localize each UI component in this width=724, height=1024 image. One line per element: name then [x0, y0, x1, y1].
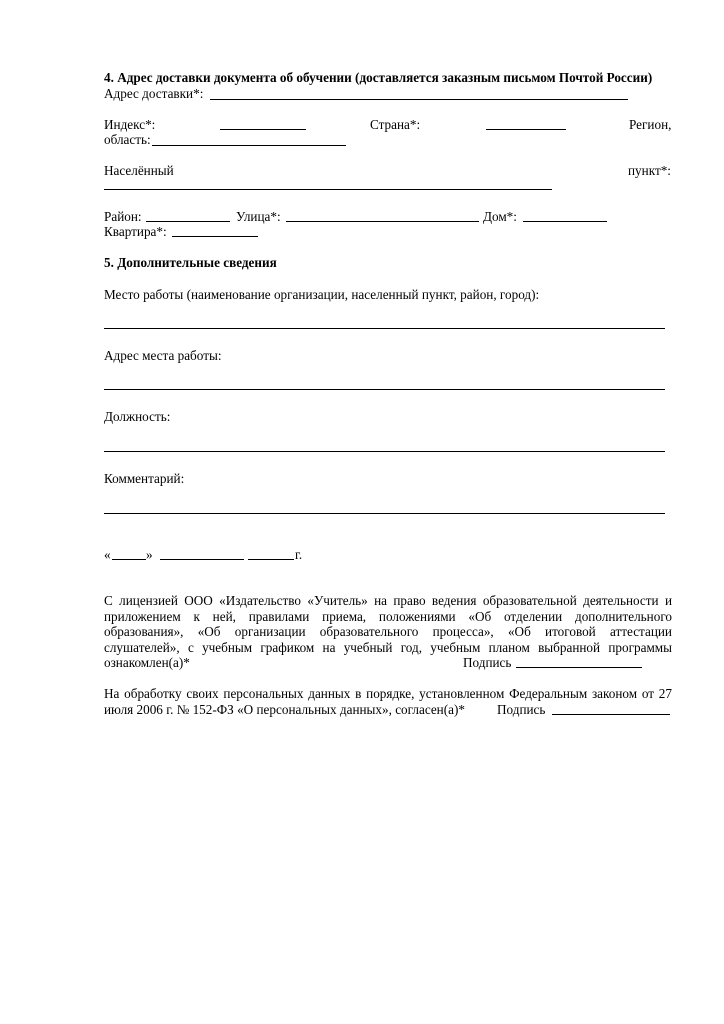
date-year-suffix: г.: [295, 547, 303, 562]
street-label: Улица*:: [236, 209, 281, 224]
consent1-line: слушателей», с учебным графиком на учебный год, учебным планом выбранной программы: [104, 640, 672, 655]
section4-title: 4. Адрес доставки документа об обучении (доставляется заказным письмом Почтой России): [104, 70, 653, 85]
locality-field[interactable]: [104, 189, 552, 190]
district-field[interactable]: [146, 221, 230, 222]
index-label: Индекс*:: [104, 117, 156, 132]
workplace-field[interactable]: [104, 328, 665, 329]
date-open-quote: «: [104, 547, 111, 562]
country-field[interactable]: [486, 129, 566, 130]
street-field[interactable]: [286, 221, 479, 222]
consent2-signature-field[interactable]: [552, 714, 670, 715]
apartment-field[interactable]: [172, 236, 258, 237]
work-address-field[interactable]: [104, 389, 665, 390]
comment-field[interactable]: [104, 513, 665, 514]
date-month-field[interactable]: [160, 559, 244, 560]
country-label: Страна*:: [370, 117, 421, 132]
section5-title: 5. Дополнительные сведения: [104, 255, 277, 270]
consent1-signature-field[interactable]: [516, 667, 642, 668]
consent1-line: образования», «Об организации образовательного процесса», «Об итоговой аттестации: [104, 624, 672, 639]
workplace-label: Место работы (наименование организации, населенный пункт, район, город):: [104, 287, 540, 302]
date-day-field[interactable]: [112, 559, 146, 560]
position-field[interactable]: [104, 451, 665, 452]
region-field[interactable]: [152, 145, 346, 146]
region-label-a: Регион,: [629, 117, 672, 132]
consent2-line1: На обработку своих персональных данных в порядке, установленном Федеральным законом от 27: [104, 686, 672, 701]
consent1-line: приложением к ней, правилами приема, положениями «Об отделении дополнительного: [104, 609, 672, 624]
work-address-label: Адрес места работы:: [104, 348, 222, 363]
house-field[interactable]: [523, 221, 607, 222]
consent1-signature-label: Подпись: [463, 655, 512, 670]
delivery-address-field[interactable]: [210, 99, 628, 100]
date-year-field[interactable]: [248, 559, 294, 560]
locality-label-b: пункт*:: [628, 163, 671, 178]
house-label: Дом*:: [483, 209, 517, 224]
locality-label-a: Населённый: [104, 163, 174, 178]
position-label: Должность:: [104, 409, 171, 424]
region-label-b: область:: [104, 132, 151, 147]
district-label: Район:: [104, 209, 142, 224]
consent1-line: С лицензией ООО «Издательство «Учитель» на право ведения образовательной деятельности и: [104, 593, 672, 608]
delivery-address-label: Адрес доставки*:: [104, 86, 204, 101]
apartment-label: Квартира*:: [104, 224, 167, 239]
consent2-signature-label: Подпись: [497, 702, 546, 717]
index-field[interactable]: [220, 129, 306, 130]
date-close-quote: »: [146, 547, 153, 562]
consent1-last-line: ознакомлен(а)*: [104, 655, 190, 670]
consent2-line2: июля 2006 г. № 152-ФЗ «О персональных данных», согласен(а)*: [104, 702, 465, 717]
comment-label: Комментарий:: [104, 471, 185, 486]
